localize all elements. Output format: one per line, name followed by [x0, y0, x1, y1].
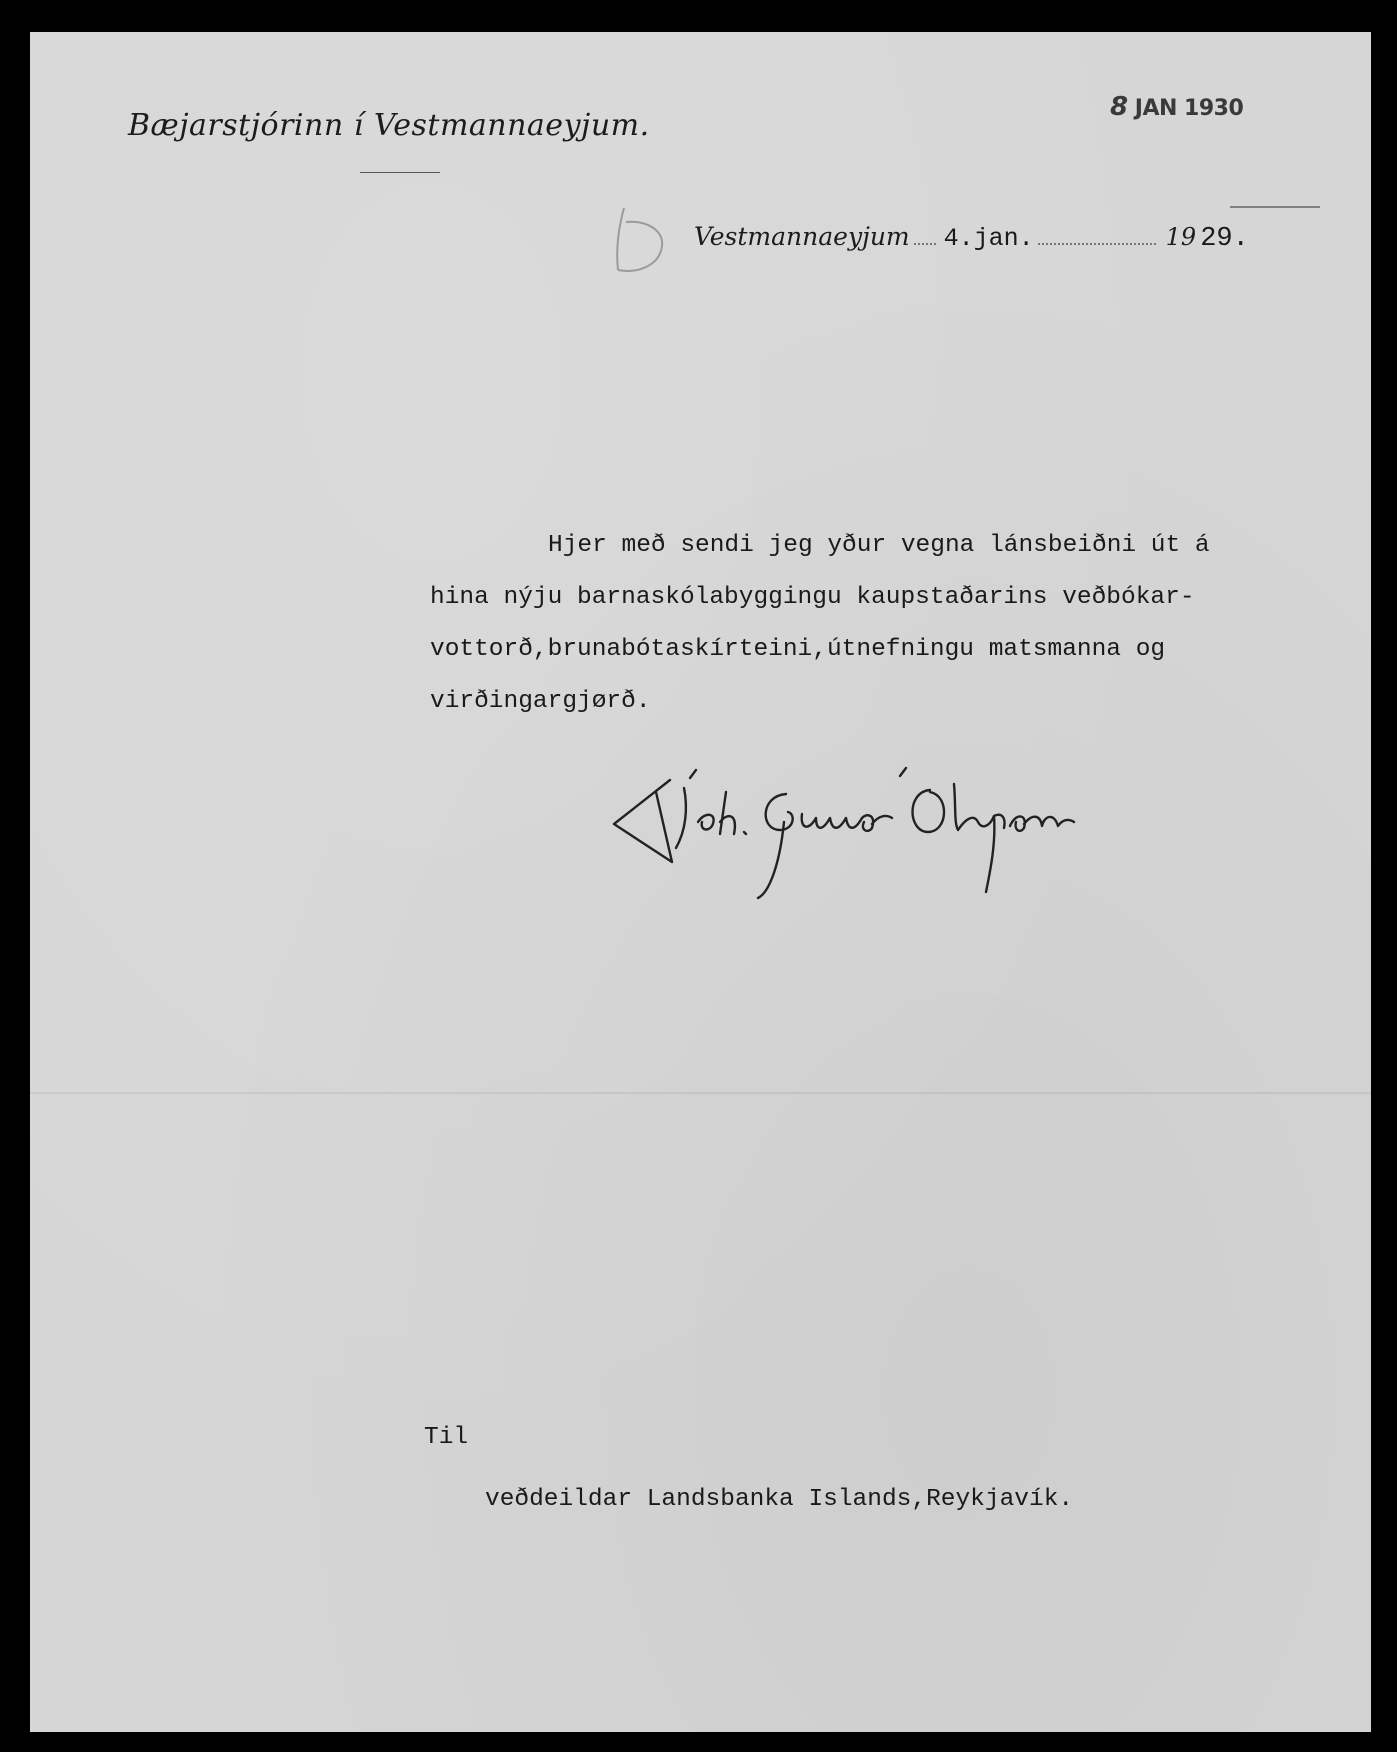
- stray-ink-mark: [1230, 206, 1320, 208]
- dateline-day-month: 4.jan.: [943, 224, 1034, 253]
- fold-line: [30, 1092, 1371, 1094]
- letter-body: [430, 520, 1230, 728]
- body-line: Hjer með sendi jeg yður vegna lánsbeiðni út á: [548, 532, 1210, 559]
- letterhead: Bæjarstjórinn í Vestmannaeyjum.: [128, 108, 650, 143]
- addressee-label: Til: [424, 1424, 469, 1451]
- dateline-century: 19: [1165, 223, 1197, 251]
- body-line: virðingargjørð.: [430, 688, 651, 715]
- body-line: hina nýju barnaskólabyggingu kaupstaðarins veðbókar-: [430, 584, 1195, 611]
- dotted-rule: [914, 237, 936, 245]
- dateline-place: Vestmannaeyjum: [694, 222, 910, 251]
- pencil-mark-icon: [610, 202, 670, 282]
- received-date-stamp: [1110, 92, 1243, 122]
- letter-page: [30, 32, 1371, 1732]
- body-line: vottorð,brunabótaskírteini,útnefningu matsmanna og: [430, 636, 1166, 663]
- dateline-year: 29.: [1200, 224, 1249, 254]
- stamp-month-year: JAN 1930: [1134, 96, 1244, 121]
- stamp-day: 8: [1110, 92, 1128, 122]
- addressee-recipient: veðdeildar Landsbanka Islands,Reykjavík.: [485, 1486, 1074, 1513]
- dateline: [694, 222, 1249, 254]
- dotted-rule: [1038, 237, 1156, 245]
- handwritten-signature: [610, 752, 1080, 902]
- letterhead-rule: [360, 172, 440, 173]
